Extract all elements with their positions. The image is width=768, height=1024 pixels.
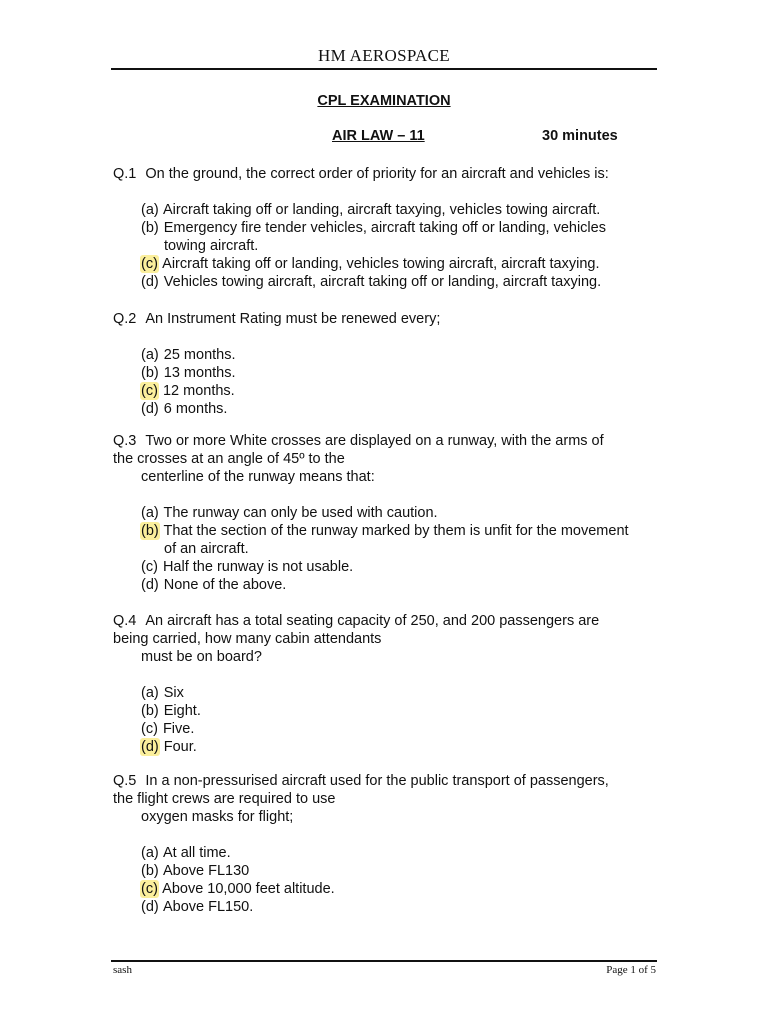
- option-label: (c): [141, 721, 158, 737]
- highlighted-answer-label: (c): [141, 881, 158, 897]
- question-text: centerline of the runway means that:: [141, 469, 375, 485]
- option-label: (d): [141, 274, 159, 290]
- footer-rule: [111, 960, 657, 962]
- question-number: Q.5: [113, 773, 137, 789]
- answer-option: [140, 522, 653, 540]
- question-number: Q.1: [113, 166, 137, 182]
- option-text: Above FL150.: [162, 899, 254, 915]
- option-label: (b): [141, 365, 159, 381]
- option-list: [113, 504, 653, 594]
- option-text: 12 months.: [162, 383, 235, 399]
- highlighted-answer-label: (d): [141, 739, 159, 755]
- answer-option: [140, 558, 653, 576]
- option-label: (b): [141, 220, 159, 236]
- answer-option: [140, 684, 653, 702]
- option-label: (d): [141, 899, 159, 915]
- question-block: [113, 432, 653, 594]
- answer-option: [140, 898, 653, 916]
- question-text: must be on board?: [141, 649, 262, 665]
- highlighted-answer-label: (b): [141, 523, 159, 539]
- question-number: Q.4: [113, 613, 137, 629]
- option-label: (d): [141, 401, 159, 417]
- option-label: (a): [141, 347, 159, 363]
- question-number: Q.3: [113, 433, 137, 449]
- option-list: [113, 346, 653, 418]
- document-header-title: HM AEROSPACE: [318, 46, 450, 65]
- question-text: being carried, how many cabin attendants: [113, 631, 382, 647]
- footer-author: sash: [113, 964, 132, 976]
- question-block: [113, 772, 653, 916]
- answer-option: [140, 364, 653, 382]
- highlighted-answer-label: (c): [141, 256, 158, 272]
- question-text: An Instrument Rating must be renewed every;: [145, 311, 441, 327]
- option-text: 6 months.: [163, 401, 228, 417]
- answer-option: [140, 720, 653, 738]
- question-number: Q.2: [113, 311, 137, 327]
- question-text: An aircraft has a total seating capacity of 250, and 200 passengers are: [145, 613, 600, 629]
- option-text: Aircraft taking off or landing, vehicles towing aircraft, aircraft taxying.: [162, 256, 600, 272]
- question-text: In a non-pressurised aircraft used for the public transport of passengers,: [145, 773, 609, 789]
- question-block: [113, 310, 653, 418]
- answer-option: [140, 504, 653, 522]
- answer-option: [140, 382, 653, 400]
- option-text: Above 10,000 feet altitude.: [162, 881, 335, 897]
- option-text: 13 months.: [163, 365, 236, 381]
- option-list: [113, 684, 653, 756]
- answer-option: [140, 346, 653, 364]
- header-rule: [111, 68, 657, 70]
- option-text: of an aircraft.: [164, 541, 249, 557]
- footer-page-number: Page 1 of 5: [606, 964, 656, 976]
- option-text: 25 months.: [163, 347, 236, 363]
- option-text: Aircraft taking off or landing, aircraft taxying, vehicles towing aircraft.: [162, 202, 601, 218]
- option-text: Vehicles towing aircraft, aircraft taking off or landing, aircraft taxying.: [163, 274, 602, 290]
- answer-option: [140, 255, 653, 273]
- question-text: the flight crews are required to use: [113, 791, 336, 807]
- exam-duration: 30 minutes: [542, 128, 618, 144]
- option-label: (a): [141, 685, 159, 701]
- option-text: towing aircraft.: [164, 238, 259, 254]
- answer-option: [140, 576, 653, 594]
- option-text: None of the above.: [163, 577, 287, 593]
- question-text: the crosses at an angle of 45º to the: [113, 451, 345, 467]
- option-text: Emergency fire tender vehicles, aircraft taking off or landing, vehicles: [163, 220, 606, 236]
- answer-option: [140, 880, 653, 898]
- exam-subject: AIR LAW – 11: [332, 128, 425, 144]
- option-text: Six: [163, 685, 184, 701]
- option-list: [113, 201, 653, 291]
- option-text: Above FL130: [162, 863, 250, 879]
- option-label: (d): [141, 577, 159, 593]
- answer-option: [140, 400, 653, 418]
- option-text: Eight.: [163, 703, 201, 719]
- option-text: The runway can only be used with caution.: [163, 505, 438, 521]
- answer-option: [140, 844, 653, 862]
- answer-option: [140, 219, 653, 237]
- option-label: (a): [141, 845, 159, 861]
- highlighted-answer-label: (c): [141, 383, 158, 399]
- question-text: On the ground, the correct order of priority for an aircraft and vehicles is:: [145, 166, 609, 182]
- option-text: At all time.: [162, 845, 231, 861]
- option-text: That the section of the runway marked by them is unfit for the movement: [163, 523, 629, 539]
- question-block: [113, 165, 653, 291]
- exam-title: CPL EXAMINATION: [317, 93, 451, 109]
- answer-option: [140, 702, 653, 720]
- option-label: (b): [141, 863, 159, 879]
- option-label: (a): [141, 505, 159, 521]
- option-label: (c): [141, 559, 158, 575]
- answer-option: [140, 201, 653, 219]
- option-text: Five.: [162, 721, 195, 737]
- option-label: (a): [141, 202, 159, 218]
- answer-option: [140, 273, 653, 291]
- question-text: oxygen masks for flight;: [141, 809, 294, 825]
- option-list: [113, 844, 653, 916]
- answer-option: [140, 738, 653, 756]
- option-text: Half the runway is not usable.: [162, 559, 354, 575]
- option-label: (b): [141, 703, 159, 719]
- question-text: Two or more White crosses are displayed on a runway, with the arms of: [145, 433, 604, 449]
- question-block: [113, 612, 653, 756]
- answer-option: [140, 862, 653, 880]
- option-text: Four.: [163, 739, 197, 755]
